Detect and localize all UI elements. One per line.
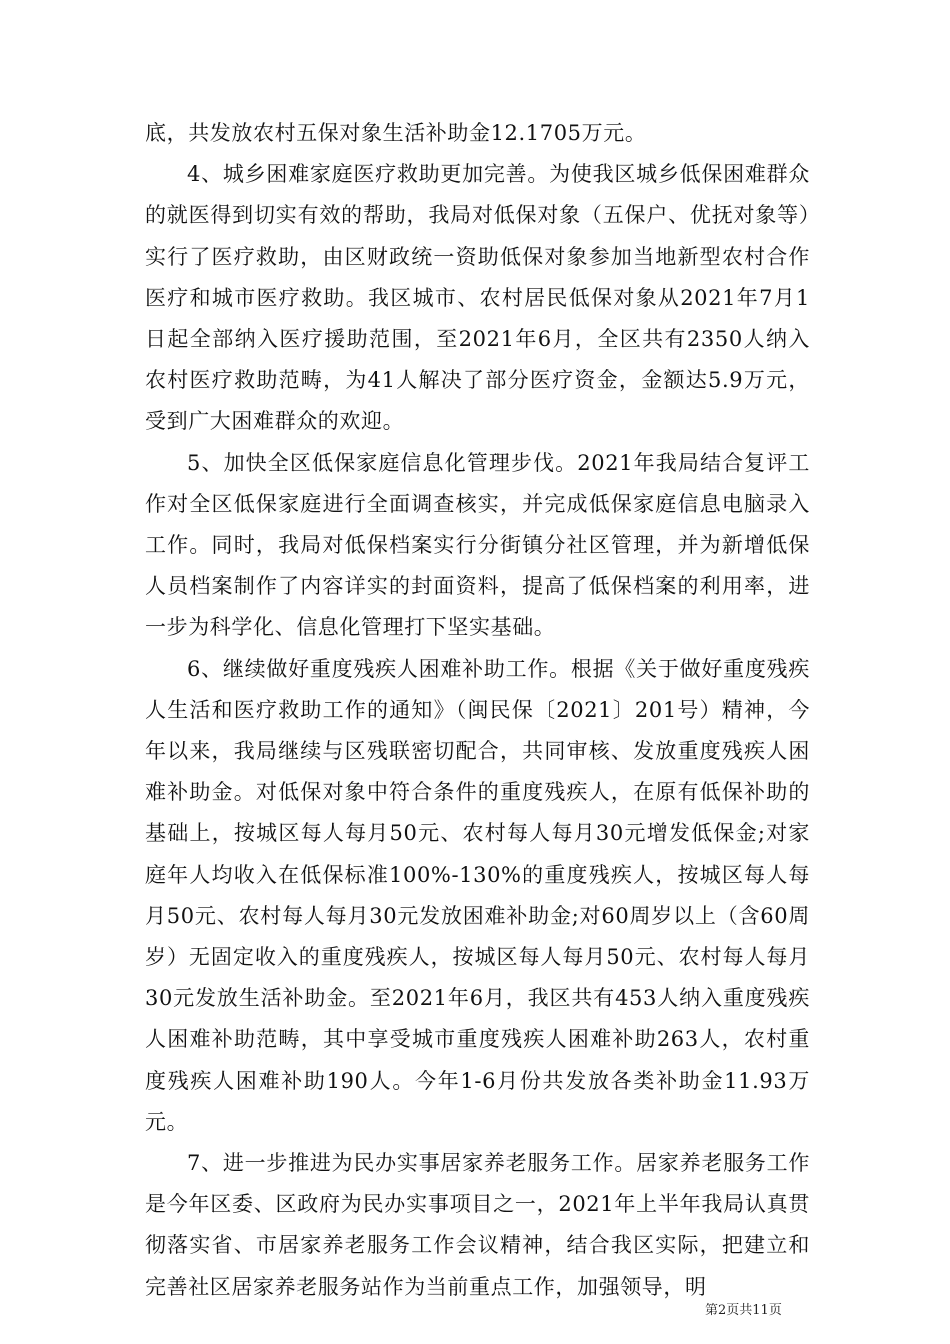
document-body xyxy=(145,113,810,1308)
paragraph-home-elderly-care: 7、进一步推进为民办实事居家养老服务工作。居家养老服务工作是今年区委、区政府为民办实事项目之一，2021年上半年我局认真贯彻落实省、市居家养老服务工作会议精神，结合我区实际，把建立和完善社区居家养老服务站作为当前重点工作，加强领导，明 xyxy=(145,1151,810,1299)
paragraph-medical-aid: 4、城乡困难家庭医疗救助更加完善。为使我区城乡低保困难群众的就医得到切实有效的帮助，我局对低保对象（五保户、优抚对象等）实行了医疗救助，由区财政统一资助低保对象参加当地新型农村合作医疗和城市医疗救助。我区城市、农村居民低保对象从2021年7月1日起全部纳入医疗援助范围，至2021年6月，全区共有2350人纳入农村医疗救助范畴，为41人解决了部分医疗资金，金额达5.9万元，受到广大困难群众的欢迎。 xyxy=(145,162,810,434)
paragraph-continuation: 底，共发放农村五保对象生活补助金12.1705万元。 xyxy=(145,121,647,145)
paragraph-information-management: 5、加快全区低保家庭信息化管理步伐。2021年我局结合复评工作对全区低保家庭进行全面调查核实，并完成低保家庭信息电脑录入工作。同时，我局对低保档案实行分街镇分社区管理，并为新增低保人员档案制作了内容详实的封面资料，提高了低保档案的利用率，进一步为科学化、信息化管理打下坚实基础。 xyxy=(145,450,810,640)
page-number-footer: 第2页共11页 xyxy=(705,1303,782,1318)
paragraph-disability-subsidy: 6、继续做好重度残疾人困难补助工作。根据《关于做好重度残疾人生活和医疗救助工作的通知》（闽民保〔2021〕201号）精神，今年以来，我局继续与区残联密切配合，共同审核、发放重度残疾人困难补助金。对低保对象中符合条件的重度残疾人，在原有低保补助的基础上，按城区每人每月50元、农村每人每月30元增发低保金;对家庭年人均收入在低保标准100%-130%的重度残疾人，按城区每人每月50元、农村每人每月30元发放困难补助金;对60周岁以上（含60周岁）无固定收入的重度残疾人，按城区每人每月50元、农村每人每月30元发放生活补助金。至2021年6月，我区共有453人纳入重度残疾人困难补助范畴，其中享受城市重度残疾人困难补助263人，农村重度残疾人困难补助190人。今年1-6月份共发放各类补助金11.93万元。 xyxy=(145,656,810,1134)
